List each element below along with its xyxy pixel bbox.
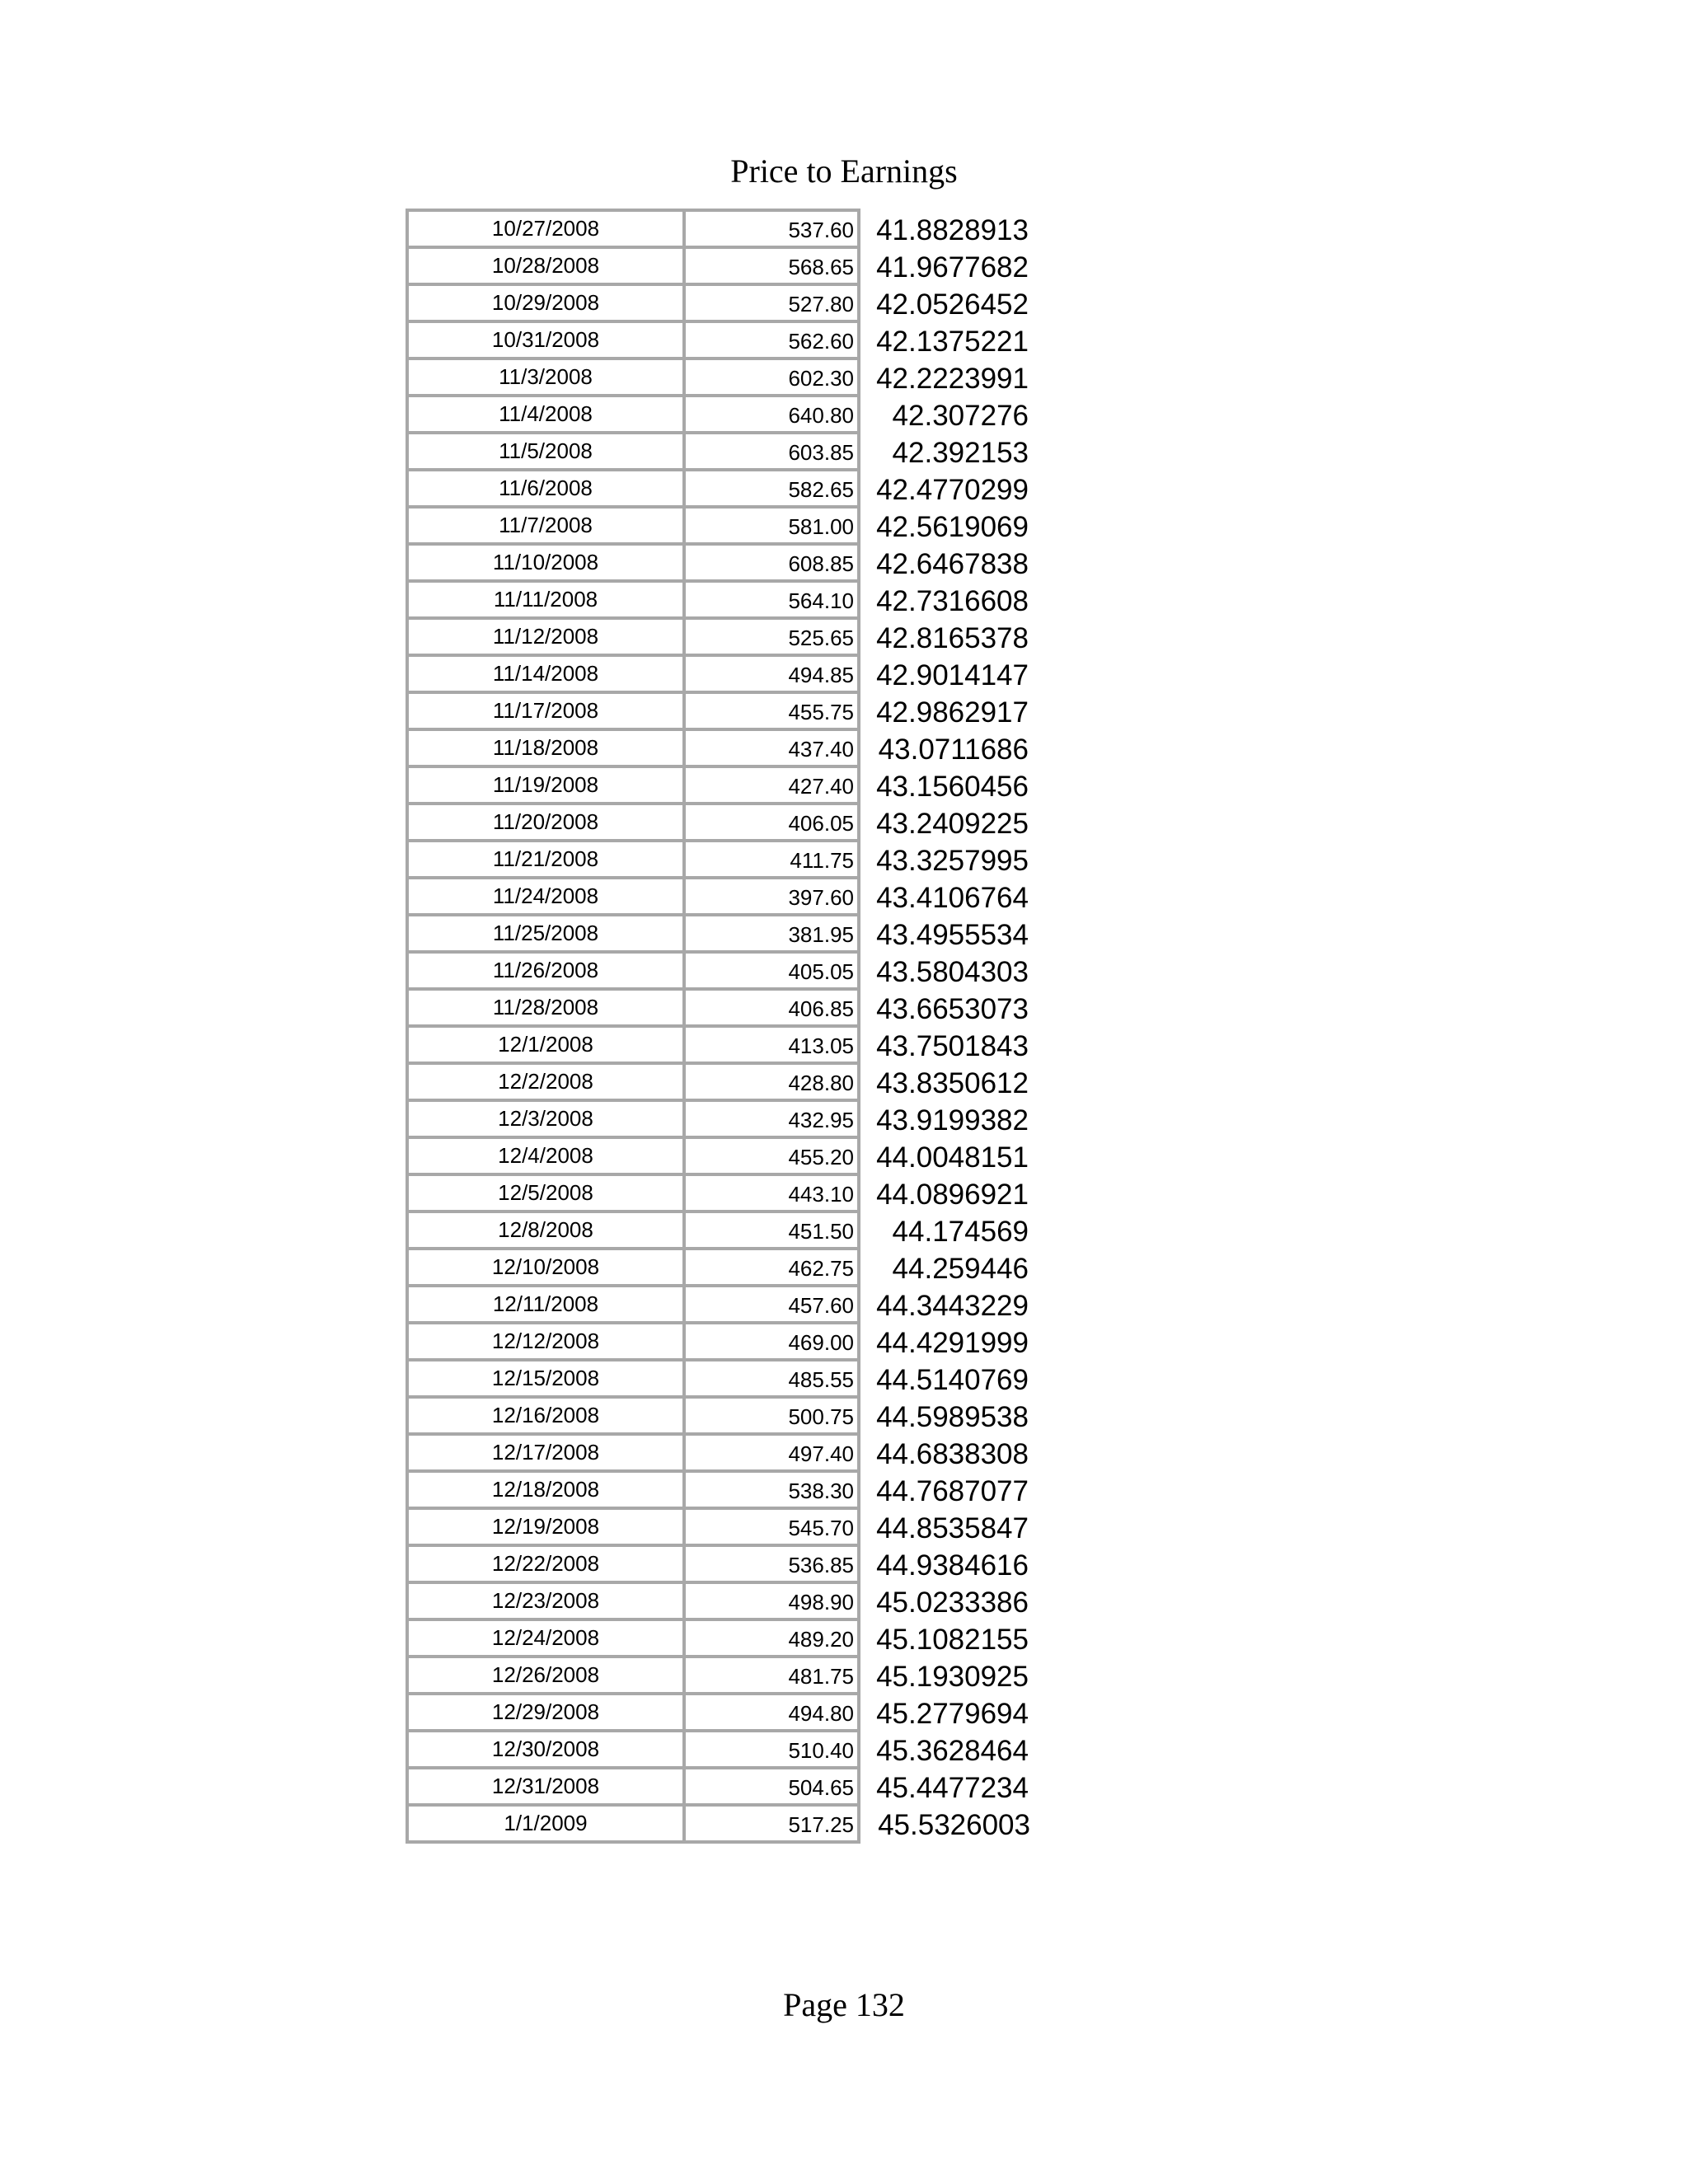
date-cell: 12/23/2008 (407, 1582, 684, 1619)
date-cell: 12/1/2008 (407, 1026, 684, 1063)
table-row (407, 581, 1030, 618)
date-cell: 12/19/2008 (407, 1508, 684, 1545)
date-cell: 12/31/2008 (407, 1768, 684, 1805)
date-cell: 11/18/2008 (407, 729, 684, 766)
pe-ratio-cell: 42.392153 (892, 437, 1029, 469)
pe-ratio-cell: 44.174569 (892, 1216, 1029, 1248)
pe-ratio-cell: 42.5619069 (876, 511, 1029, 543)
pe-ratio-cell: 43.2409225 (876, 808, 1029, 840)
date-cell: 11/21/2008 (407, 841, 684, 878)
date-cell: 11/4/2008 (407, 396, 684, 433)
pe-ratio-cell: 44.9384616 (876, 1549, 1029, 1582)
pe-ratio-cell: 43.8350612 (876, 1067, 1029, 1099)
page-number: Page 132 (783, 1986, 905, 2023)
pe-ratio-cell: 42.4770299 (876, 474, 1029, 506)
price-cell: 500.75 (684, 1397, 859, 1434)
pe-ratio-cell: 44.8535847 (876, 1512, 1029, 1544)
date-cell: 11/20/2008 (407, 804, 684, 841)
pe-ratio-cell: 43.0711686 (878, 733, 1029, 766)
table-row (407, 1137, 1030, 1174)
date-cell: 12/26/2008 (407, 1657, 684, 1694)
table-row (407, 507, 1030, 544)
pe-ratio-cell: 43.4955534 (876, 919, 1029, 951)
pe-ratio-cell: 45.1930925 (876, 1661, 1029, 1693)
table-row (407, 544, 1030, 581)
table-row (407, 878, 1030, 915)
price-cell: 427.40 (684, 766, 859, 804)
pe-ratio-cell: 43.9199382 (876, 1104, 1029, 1137)
table-row (407, 804, 1030, 841)
date-cell: 12/8/2008 (407, 1212, 684, 1249)
table-row (407, 1063, 1030, 1100)
date-cell: 12/10/2008 (407, 1249, 684, 1286)
date-cell: 12/17/2008 (407, 1434, 684, 1471)
pe-ratio-cell: 44.5989538 (876, 1401, 1029, 1433)
date-cell: 1/1/2009 (407, 1805, 684, 1842)
date-cell: 10/31/2008 (407, 321, 684, 359)
price-cell: 413.05 (684, 1026, 859, 1063)
table-row (407, 1805, 1030, 1842)
table-row (407, 433, 1030, 470)
date-cell: 11/26/2008 (407, 952, 684, 989)
price-cell: 443.10 (684, 1174, 859, 1212)
table-row (407, 1100, 1030, 1137)
table-row (407, 655, 1030, 692)
price-cell: 489.20 (684, 1619, 859, 1657)
price-cell: 405.05 (684, 952, 859, 989)
date-cell: 12/4/2008 (407, 1137, 684, 1174)
date-cell: 11/10/2008 (407, 544, 684, 581)
pe-ratio-cell: 41.8828913 (876, 214, 1029, 246)
pe-ratio-cell: 45.1082155 (876, 1624, 1029, 1656)
price-cell: 455.75 (684, 692, 859, 729)
pe-ratio-cell: 43.4106764 (876, 882, 1029, 914)
pe-ratio-cell: 43.1560456 (876, 771, 1029, 803)
price-cell: 457.60 (684, 1286, 859, 1323)
table-row (407, 359, 1030, 396)
pe-ratio-cell: 45.2779694 (876, 1698, 1029, 1730)
table-row (407, 1731, 1030, 1768)
pe-ratio-cell: 41.9677682 (876, 251, 1029, 284)
price-cell: 411.75 (684, 841, 859, 878)
pe-ratio-cell: 44.5140769 (876, 1364, 1029, 1396)
price-cell: 562.60 (684, 321, 859, 359)
table-row (407, 210, 1030, 247)
pe-ratio-cell: 44.259446 (892, 1253, 1029, 1285)
date-cell: 10/29/2008 (407, 284, 684, 321)
price-cell: 564.10 (684, 581, 859, 618)
price-cell: 451.50 (684, 1212, 859, 1249)
table-row (407, 396, 1030, 433)
pe-ratio-cell: 42.9014147 (876, 659, 1029, 691)
pe-ratio-cell: 43.6653073 (876, 993, 1029, 1025)
price-cell: 568.65 (684, 247, 859, 284)
table-row (407, 692, 1030, 729)
table-row (407, 915, 1030, 952)
pe-ratio-cell: 44.7687077 (876, 1475, 1029, 1507)
pe-ratio-cell: 45.3628464 (876, 1735, 1029, 1767)
pe-ratio-cell: 45.4477234 (876, 1772, 1029, 1804)
date-cell: 12/29/2008 (407, 1694, 684, 1731)
price-cell: 538.30 (684, 1471, 859, 1508)
date-cell: 11/3/2008 (407, 359, 684, 396)
price-cell: 582.65 (684, 470, 859, 507)
date-cell: 11/14/2008 (407, 655, 684, 692)
table-row (407, 284, 1030, 321)
table-row (407, 1434, 1030, 1471)
table-row (407, 1212, 1030, 1249)
table-row (407, 729, 1030, 766)
date-cell: 12/16/2008 (407, 1397, 684, 1434)
table-row (407, 1768, 1030, 1805)
date-cell: 12/15/2008 (407, 1360, 684, 1397)
table-row (407, 1026, 1030, 1063)
pe-ratio-cell: 44.0048151 (876, 1141, 1029, 1174)
table-row (407, 1397, 1030, 1434)
date-cell: 12/11/2008 (407, 1286, 684, 1323)
price-cell: 581.00 (684, 507, 859, 544)
date-cell: 12/2/2008 (407, 1063, 684, 1100)
price-cell: 494.85 (684, 655, 859, 692)
price-cell: 498.90 (684, 1582, 859, 1619)
table-row (407, 321, 1030, 359)
price-cell: 494.80 (684, 1694, 859, 1731)
date-cell: 11/25/2008 (407, 915, 684, 952)
table-row (407, 952, 1030, 989)
date-cell: 12/22/2008 (407, 1545, 684, 1582)
table-row (407, 1582, 1030, 1619)
pe-ratio-cell: 44.6838308 (876, 1438, 1029, 1470)
price-cell: 432.95 (684, 1100, 859, 1137)
table-row (407, 1323, 1030, 1360)
price-cell: 485.55 (684, 1360, 859, 1397)
pe-ratio-cell: 44.0896921 (876, 1179, 1029, 1211)
price-cell: 497.40 (684, 1434, 859, 1471)
price-cell: 504.65 (684, 1768, 859, 1805)
pe-ratio-cell: 42.9862917 (876, 696, 1029, 729)
price-cell: 428.80 (684, 1063, 859, 1100)
table-row (407, 1174, 1030, 1212)
price-cell: 527.80 (684, 284, 859, 321)
date-cell: 11/7/2008 (407, 507, 684, 544)
pe-ratio-cell: 42.8165378 (876, 622, 1029, 654)
price-cell: 481.75 (684, 1657, 859, 1694)
date-cell: 10/28/2008 (407, 247, 684, 284)
page-title: Price to Earnings (730, 152, 958, 190)
price-cell: 469.00 (684, 1323, 859, 1360)
price-cell: 525.65 (684, 618, 859, 655)
table-row (407, 1508, 1030, 1545)
price-cell: 537.60 (684, 210, 859, 247)
date-cell: 11/11/2008 (407, 581, 684, 618)
date-cell: 11/19/2008 (407, 766, 684, 804)
pe-ratio-cell: 44.4291999 (876, 1327, 1029, 1359)
date-cell: 12/18/2008 (407, 1471, 684, 1508)
price-cell: 406.85 (684, 989, 859, 1026)
pe-ratio-cell: 43.5804303 (876, 956, 1029, 988)
pe-ratio-cell: 42.2223991 (876, 363, 1029, 395)
price-cell: 608.85 (684, 544, 859, 581)
price-cell: 517.25 (684, 1805, 859, 1842)
table-row (407, 1545, 1030, 1582)
table-row (407, 618, 1030, 655)
table-row (407, 1286, 1030, 1323)
price-cell: 536.85 (684, 1545, 859, 1582)
table-row (407, 1249, 1030, 1286)
date-cell: 11/5/2008 (407, 433, 684, 470)
date-cell: 11/24/2008 (407, 878, 684, 915)
table-row (407, 247, 1030, 284)
date-cell: 12/24/2008 (407, 1619, 684, 1657)
table-row (407, 841, 1030, 878)
date-cell: 11/28/2008 (407, 989, 684, 1026)
date-cell: 10/27/2008 (407, 210, 684, 247)
table-body (407, 210, 1030, 1842)
pe-ratio-cell: 43.7501843 (876, 1030, 1029, 1062)
price-cell: 603.85 (684, 433, 859, 470)
table-row (407, 1619, 1030, 1657)
price-cell: 437.40 (684, 729, 859, 766)
date-cell: 12/12/2008 (407, 1323, 684, 1360)
date-cell: 11/17/2008 (407, 692, 684, 729)
price-earnings-table (406, 209, 1032, 1844)
date-cell: 12/3/2008 (407, 1100, 684, 1137)
price-cell: 455.20 (684, 1137, 859, 1174)
table-row (407, 1360, 1030, 1397)
table-row (407, 1471, 1030, 1508)
table-row (407, 766, 1030, 804)
price-cell: 545.70 (684, 1508, 859, 1545)
table-row (407, 989, 1030, 1026)
date-cell: 11/12/2008 (407, 618, 684, 655)
pe-ratio-cell: 42.1375221 (876, 326, 1029, 358)
pe-ratio-cell: 42.6467838 (876, 548, 1029, 580)
pe-ratio-cell: 42.7316608 (876, 585, 1029, 617)
table-row (407, 1694, 1030, 1731)
price-cell: 510.40 (684, 1731, 859, 1768)
price-cell: 406.05 (684, 804, 859, 841)
table-row (407, 1657, 1030, 1694)
pe-ratio-cell: 45.5326003 (878, 1809, 1030, 1841)
pe-ratio-cell: 44.3443229 (876, 1290, 1029, 1322)
pe-ratio-cell: 45.0233386 (876, 1586, 1029, 1619)
price-cell: 397.60 (684, 878, 859, 915)
price-cell: 640.80 (684, 396, 859, 433)
pe-ratio-cell: 42.0526452 (876, 288, 1029, 321)
pe-ratio-cell: 42.307276 (892, 400, 1029, 432)
date-cell: 12/5/2008 (407, 1174, 684, 1212)
date-cell: 11/6/2008 (407, 470, 684, 507)
pe-ratio-cell: 43.3257995 (876, 845, 1029, 877)
table-row (407, 470, 1030, 507)
price-cell: 381.95 (684, 915, 859, 952)
price-cell: 602.30 (684, 359, 859, 396)
date-cell: 12/30/2008 (407, 1731, 684, 1768)
price-cell: 462.75 (684, 1249, 859, 1286)
